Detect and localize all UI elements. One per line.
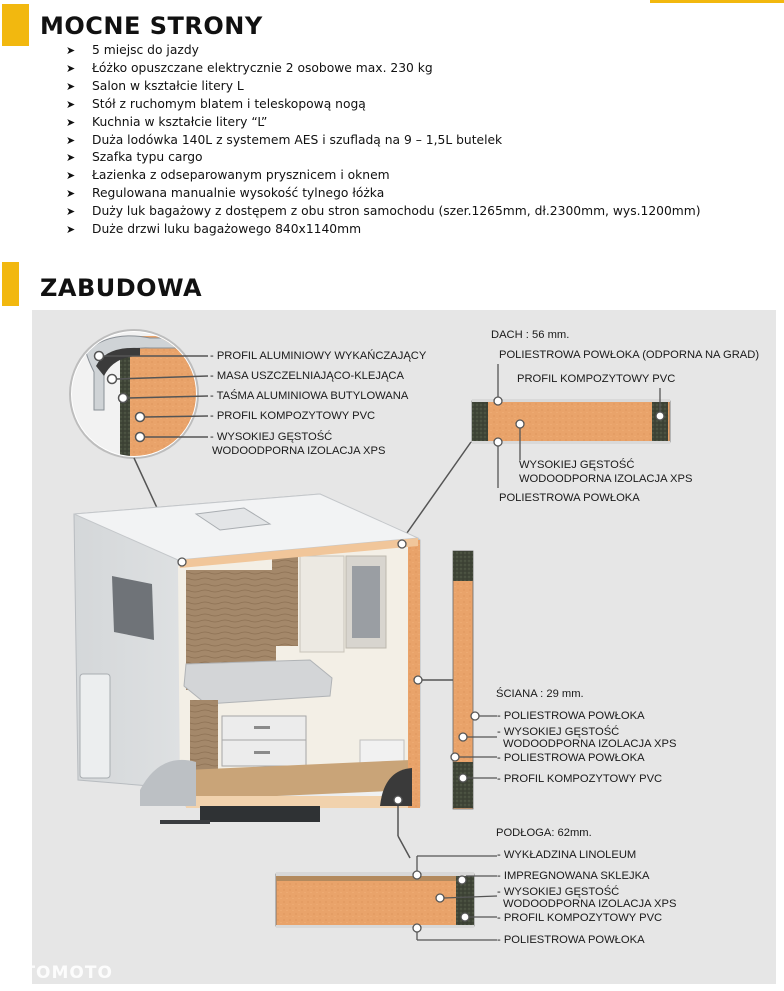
arrow-icon: ➤ [66,205,76,219]
wall-pvc-profile: - PROFIL KOMPOZYTOWY PVC [497,773,663,785]
floor-title: PODŁOGA: 62mm. [496,827,592,839]
label-xps-line2: WODOODPORNA IZOLACJA XPS [212,445,386,457]
label-profile-alu: - PROFIL ALUMINIOWY WYKAŃCZAJĄCY [210,350,427,362]
roof-bottom-coating: POLIESTROWA POWŁOKA [499,492,640,504]
list-item: ➤ Duży luk bagażowy z dostępem z obu stron samochodu (szer.1265mm, dł.2300mm, wys.1200mm) [66,203,701,221]
roof-top-coating: POLIESTROWA POWŁOKA (ODPORNA NA GRAD) [499,349,760,361]
arrow-icon: ➤ [66,97,76,111]
arrow-icon: ➤ [66,79,76,93]
arrow-icon: ➤ [66,223,76,237]
motorhome-cutaway [74,494,420,824]
watermark-logo: OTOMOTO [8,963,113,983]
label-pvc-profile: - PROFIL KOMPOZYTOWY PVC [210,410,376,422]
list-item: ➤ Łóżko opuszczane elektrycznie 2 osobowe max. 230 kg [66,60,701,78]
floor-linoleum: - WYKŁADZINA LINOLEUM [497,849,637,861]
wall-xps-line1: - WYSOKIEJ GĘSTOŚĆ [497,726,620,738]
floor-pvc-profile: - PROFIL KOMPOZYTOWY PVC [497,912,663,924]
wall-coating1: - POLIESTROWA POWŁOKA [497,710,645,722]
wall-title: ŚCIANA : 29 mm. [496,688,584,700]
roof-xps-line2: WODOODPORNA IZOLACJA XPS [519,473,693,485]
floor-xps-line2: WODOODPORNA IZOLACJA XPS [503,898,677,910]
roof-pvc-profile: PROFIL KOMPOZYTOWY PVC [517,373,676,385]
arrow-icon: ➤ [66,151,76,165]
label-sealant: - MASA USZCZELNIAJĄCO-KLEJĄCA [210,370,404,382]
list-item: ➤ Regulowana manualnie wysokość tylnego łóżka [66,185,701,203]
floor-xps-line1: - WYSOKIEJ GĘSTOŚĆ [497,886,620,898]
floor-coating: - POLIESTROWA POWŁOKA [497,934,645,946]
list-item: ➤ Salon w kształcie litery L [66,78,701,96]
list-item: ➤ Kuchnia w kształcie litery “L” [66,114,701,132]
list-item: ➤ Duża lodówka 140L z systemem AES i szufladą na 9 – 1,5L butelek [66,132,701,150]
label-butyl-tape: - TAŚMA ALUMINIOWA BUTYLOWANA [210,390,409,402]
wall-coating2: - POLIESTROWA POWŁOKA [497,752,645,764]
arrow-icon: ➤ [66,169,76,183]
floor-plywood: - IMPREGNOWANA SKLEJKA [497,870,650,882]
arrow-icon: ➤ [66,115,76,129]
arrow-icon: ➤ [66,187,76,201]
arrow-icon: ➤ [66,44,76,57]
strengths-title: MOCNE STRONY [40,12,263,40]
build-title: ZABUDOWA [40,274,203,302]
roof-xps-line1: WYSOKIEJ GĘSTOŚĆ [519,459,635,471]
list-item: ➤ 5 miejsc do jazdy [66,42,701,60]
list-item: ➤ Łazienka z odseparowanym prysznicem i oknem [66,167,701,185]
floor-cross-section [276,806,497,940]
roof-title: DACH : 56 mm. [491,329,570,341]
label-xps-line1: - WYSOKIEJ GĘSTOŚĆ [210,431,333,443]
list-item: ➤ Stół z ruchomym blatem i teleskopową nogą [66,96,701,114]
wall-cross-section [422,551,497,809]
roof-cross-section [402,364,670,540]
wall-xps-line2: WODOODPORNA IZOLACJA XPS [503,738,677,750]
arrow-icon: ➤ [66,133,76,147]
arrow-icon: ➤ [66,61,76,75]
list-item: ➤ Duże drzwi luku bagażowego 840x1140mm [66,221,701,239]
list-item: ➤ Szafka typu cargo [66,149,701,167]
